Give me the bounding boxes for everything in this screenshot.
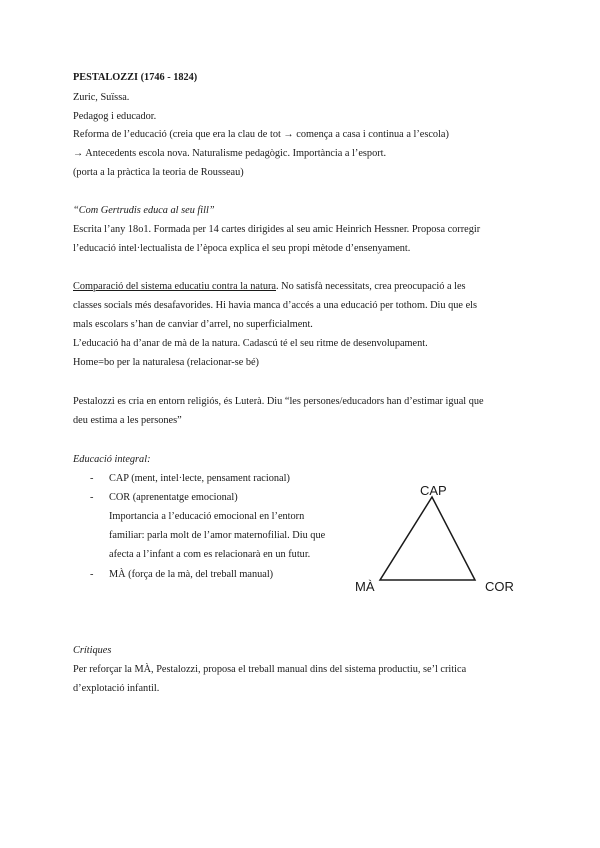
intro-line: Pedagog i educador. <box>73 111 157 122</box>
book-text-line: l’educació intel·lectualista de l’època explica el seu propi mètode d’ensenyament. <box>73 243 411 254</box>
cor-detail-line: Importancia a l’educació emocional en l’entorn <box>109 511 305 522</box>
list-bullet: - <box>90 492 94 503</box>
list-item-ma: MÀ (força de la mà, del treball manual) <box>109 569 274 580</box>
comparison-first-line <box>73 280 466 294</box>
integral-heading: Educació integral: <box>73 454 151 465</box>
triangle-shape <box>380 497 475 580</box>
triangle-label-cor: COR <box>485 579 514 594</box>
comparison-text-line: Home=bo per la naturalesa (relacionar-se bé) <box>73 357 259 368</box>
intro-line: Zuric, Suïssa. <box>73 92 130 103</box>
comparison-text-line: L’educació ha d’anar de mà de la natura. Cadascú té el seu ritme de desenvolupament. <box>73 338 428 349</box>
critiques-text-line: d’explotació infantil. <box>73 683 160 694</box>
intro-line: (porta a la pràctica la teoria de Rousseau) <box>73 167 244 178</box>
comparison-text-line: classes socials més desafavorides. Hi havia manca d’accés a una educació per tothom. Diu que els <box>73 300 478 311</box>
critiques-text-line: Per reforçar la MÀ, Pestalozzi, proposa el treball manual dins del sistema productiu, se’l critica <box>73 664 467 675</box>
critiques-heading: Crítiques <box>73 645 112 656</box>
cor-detail-line: familiar: parla molt de l’amor maternofilial. Diu que <box>109 530 326 541</box>
triangle-label-cap: CAP <box>420 483 447 498</box>
list-bullet: - <box>90 473 94 484</box>
comparison-heading: Comparació del sistema educatiu contra la natura <box>73 281 276 292</box>
cor-detail-line: afecta a l’infant a com es relacionarà en un futur. <box>109 549 311 560</box>
comparison-text-line: mals escolars s’han de canviar d’arrel, no superficialment. <box>73 319 313 330</box>
book-heading: “Com Gertrudis educa al seu fill” <box>73 205 215 216</box>
list-bullet: - <box>90 569 94 580</box>
religion-text-line: deu estima a les persones” <box>73 415 182 426</box>
triangle-diagram <box>340 478 530 600</box>
triangle-label-ma: MÀ <box>355 579 375 594</box>
comparison-text: . No satisfà necessitats, crea preocupació a les <box>276 281 466 292</box>
page-title: PESTALOZZI (1746 - 1824) <box>73 72 198 83</box>
intro-line: → Antecedents escola nova. Naturalisme pedagògic. Importància a l’esport. <box>73 148 387 159</box>
book-text-line: Escrita l’any 18o1. Formada per 14 cartes dirigides al seu amic Heinrich Hessner. Proposa corregir <box>73 224 481 235</box>
list-item-cap: CAP (ment, intel·lecte, pensament racional) <box>109 473 290 484</box>
religion-text-line: Pestalozzi es cria en entorn religiós, és Luterà. Diu “les persones/educadors han d’estimar igual que <box>73 396 484 407</box>
intro-line: Reforma de l’educació (creia que era la clau de tot → comença a casa i continua a l’escola) <box>73 129 449 140</box>
list-item-cor: COR (aprenentatge emocional) <box>109 492 238 503</box>
